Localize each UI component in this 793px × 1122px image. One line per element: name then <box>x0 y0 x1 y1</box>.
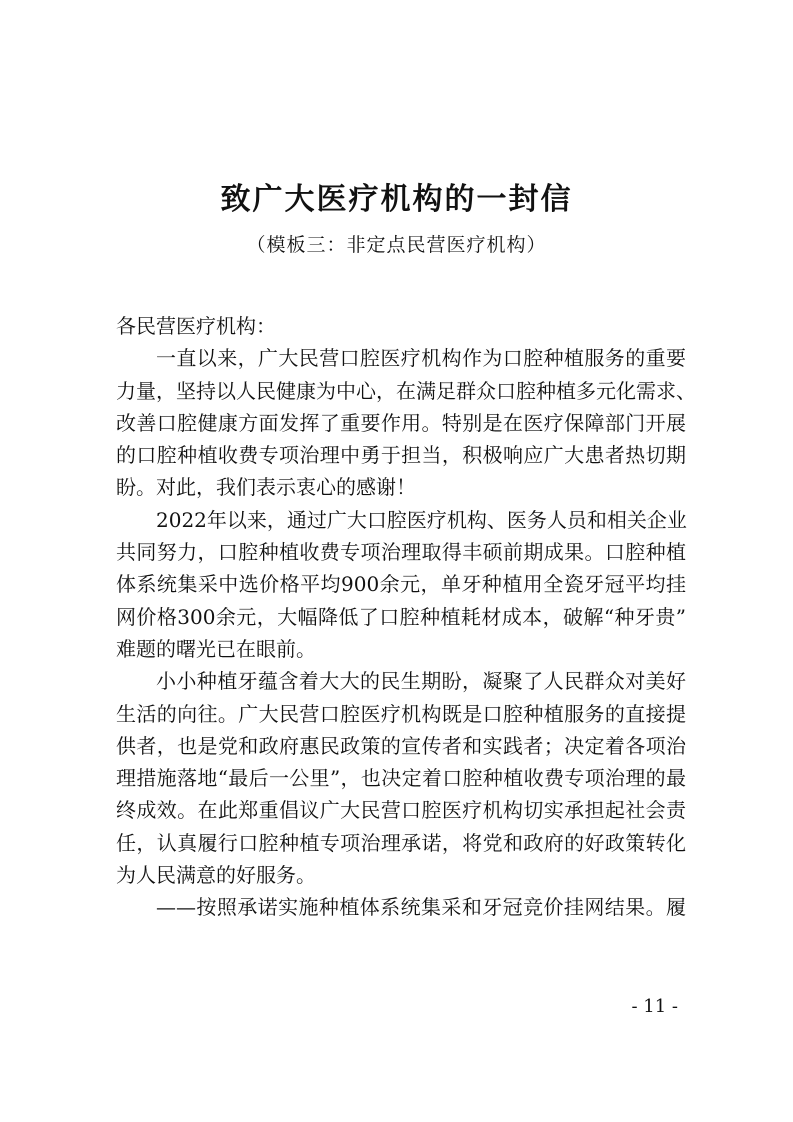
paragraph-line: 网价格300余元，大幅降低了口腔种植耗材成本，破解“种牙贵” <box>116 604 686 629</box>
document-title: 致广大医疗机构的一封信 <box>220 182 573 217</box>
paragraph-line: 共同努力，口腔种植收费专项治理取得丰硕前期成果。口腔种植 <box>116 540 686 565</box>
document-subtitle: （模板三：非定点民营医疗机构） <box>246 234 547 256</box>
paragraph-line: 的口腔种植收费专项治理中勇于担当，积极响应广大患者热切期 <box>116 443 686 468</box>
salutation: 各民营医疗机构： <box>116 314 276 338</box>
paragraph-line: 改善口腔健康方面发挥了重要作用。特别是在医疗保障部门开展 <box>116 410 686 435</box>
paragraph-line: 2022年以来，通过广大口腔医疗机构、医务人员和相关企业 <box>156 507 687 532</box>
paragraph-line: 力量，坚持以人民健康为中心，在满足群众口腔种植多元化需求、 <box>116 378 696 403</box>
paragraph-line: 生活的向往。广大民营口腔医疗机构既是口腔种植服务的直接提 <box>116 701 686 726</box>
paragraph-line: 盼。对此，我们表示衷心的感谢！ <box>116 475 416 500</box>
paragraph-line: 体系统集采中选价格平均900余元，单牙种植用全瓷牙冠平均挂 <box>116 572 686 597</box>
letter-body <box>116 310 696 924</box>
paragraph-line: 难题的曙光已在眼前。 <box>116 636 316 661</box>
paragraph-line: 终成效。在此郑重倡议广大民营口腔医疗机构切实承担起社会责 <box>116 798 686 823</box>
paragraph-line: 一直以来，广大民营口腔医疗机构作为口腔种植服务的重要 <box>156 346 686 371</box>
paragraph-line: ——按照承诺实施种植体系统集采和牙冠竞价挂网结果。履 <box>156 895 686 920</box>
paragraph-line: 供者，也是党和政府惠民政策的宣传者和实践者；决定着各项治 <box>116 733 686 758</box>
paragraph-line: 为人民满意的好服务。 <box>116 863 316 888</box>
paragraph-line: 小小种植牙蕴含着大大的民生期盼，凝聚了人民群众对美好 <box>156 669 686 694</box>
paragraph-line: 理措施落地“最后一公里”，也决定着口腔种植收费专项治理的最 <box>116 766 686 791</box>
page-number: - 11 - <box>631 996 678 1017</box>
paragraph-line: 任，认真履行口腔种植专项治理承诺，将党和政府的好政策转化 <box>116 830 686 855</box>
